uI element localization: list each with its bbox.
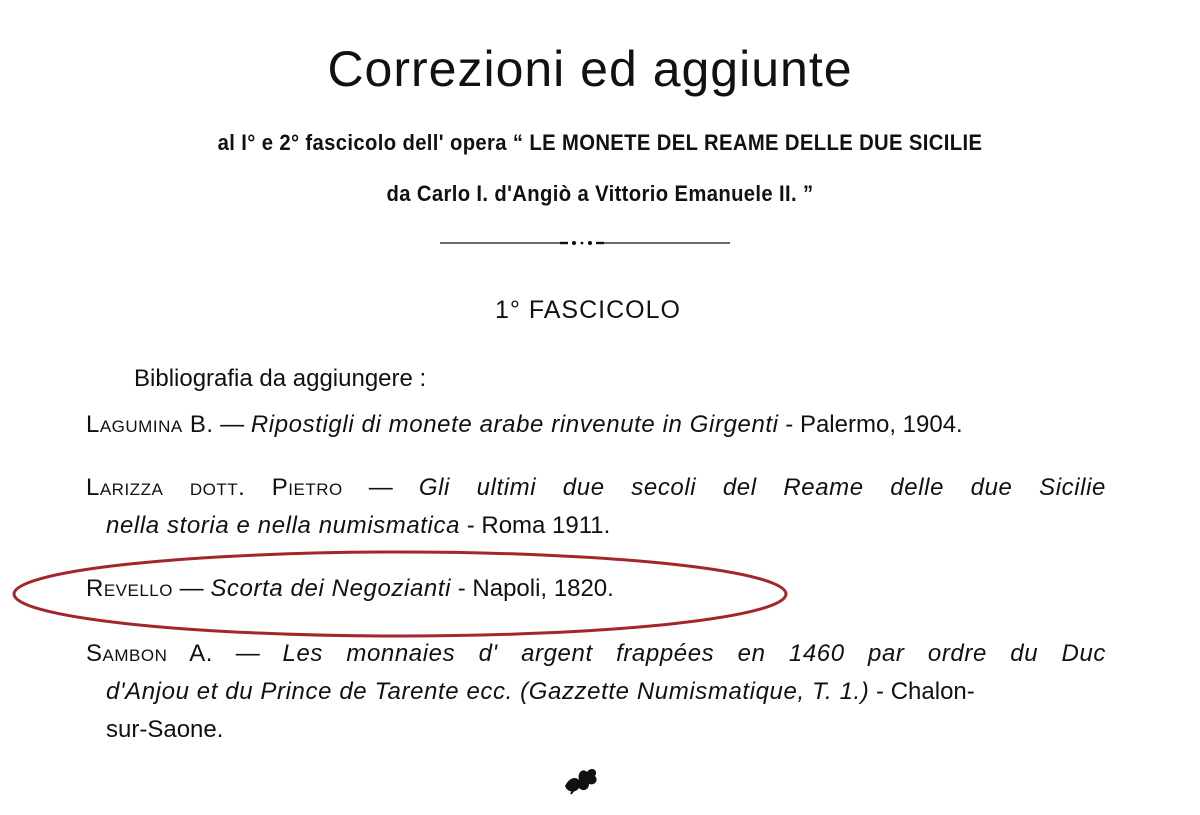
entry-separator: — bbox=[172, 575, 211, 602]
section-heading: 1° FASCICOLO bbox=[495, 296, 681, 324]
entry-separator: — bbox=[212, 640, 283, 667]
entry-separator: — bbox=[342, 474, 419, 501]
entry-publication: - Palermo, 1904. bbox=[778, 411, 963, 438]
entry-work-line-1: Gli ultimi due secoli del Reame delle due Sicilie bbox=[418, 474, 1106, 501]
subtitle-line-1: al I° e 2° fascicolo dell' opera “ LE MONETE DEL REAME DELLE DUE SICILIE bbox=[217, 130, 983, 155]
bibliography-intro: Bibliografia da aggiungere : bbox=[134, 365, 427, 392]
bibliography-entry-sambon bbox=[86, 635, 1106, 749]
entry-work: Scorta dei Negozianti bbox=[210, 575, 452, 602]
divider-ornament-icon bbox=[440, 236, 730, 250]
entry-author: Revello bbox=[86, 575, 173, 602]
page-title: Correzioni ed aggiunte bbox=[327, 41, 853, 97]
bibliography-entry-lagumina bbox=[86, 406, 1106, 444]
entry-publication-line-3: sur-Saone. bbox=[106, 716, 224, 743]
entry-separator: — bbox=[213, 411, 251, 438]
bibliography-entry-larizza bbox=[86, 469, 1106, 545]
leaf-fleuron-icon bbox=[561, 762, 601, 798]
highlight-ellipse-mark bbox=[10, 548, 790, 640]
entry-publication: - Roma 1911. bbox=[460, 512, 611, 539]
entry-work: Ripostigli di monete arabe rinvenute in Girgenti bbox=[250, 411, 779, 438]
entry-work-line-1: Les monnaies d' argent frappées en 1460 par ordre du Duc bbox=[282, 640, 1107, 667]
entry-author: Larizza dott. Pietro bbox=[86, 474, 343, 501]
entry-author: Lagumina B. bbox=[86, 411, 214, 438]
entry-work-line-2: d'Anjou et du Prince de Tarente ecc. (Gazzette Numismatique, T. 1.) bbox=[106, 678, 870, 705]
subtitle-line-2: da Carlo I. d'Angiò a Vittorio Emanuele II. ” bbox=[386, 181, 814, 206]
entry-author: Sambon A. bbox=[86, 640, 213, 667]
entry-work-line-2: nella storia e nella numismatica bbox=[106, 512, 461, 539]
entry-publication-line-2: - Chalon- bbox=[869, 678, 975, 705]
entry-publication: - Napoli, 1820. bbox=[451, 575, 614, 602]
